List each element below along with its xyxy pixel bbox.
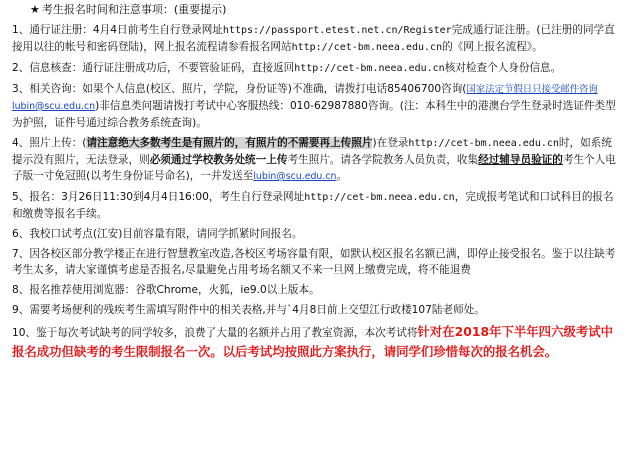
item-5-text-b: ，完成报考笔试和口试科目的报名和缴费等报名手续。 bbox=[12, 191, 614, 220]
notice-item-3 bbox=[12, 81, 620, 131]
bm-url[interactable]: http://cet-bm.neea.edu.cn bbox=[294, 63, 445, 74]
item-2-text-b: 核对检查个人身份信息。 bbox=[444, 62, 562, 74]
bm-url[interactable]: http://cet-bm.neea.edu.cn bbox=[291, 42, 443, 53]
passport-url[interactable]: https://passport.etest.net.cn/Register bbox=[222, 25, 452, 36]
item-2-text-a: 2、信息核查：通行证注册成功后，不要管验证码，直接返回 bbox=[12, 62, 295, 74]
email-link[interactable]: lubin@scu.edu.cn bbox=[12, 101, 96, 112]
item-4-text-f: 。 bbox=[336, 170, 348, 182]
notice-item-2 bbox=[12, 60, 620, 77]
notice-item-10 bbox=[12, 322, 620, 362]
email-link[interactable]: lubin@scu.edu.cn bbox=[253, 171, 337, 182]
upload-bold-note: 必须通过学校教务处统一上传 bbox=[149, 154, 288, 166]
item-1-text-a: 1、通行证注册：4月4日前考生自行登录网址 bbox=[12, 24, 223, 36]
item-5-text-a: 5、报名：3月26日11:30到4月4日16:00，考生自行登录网址 bbox=[12, 191, 305, 203]
notice-item-5 bbox=[12, 189, 620, 222]
item-4-text-d: 考生照片。请各学院教务人员负责，收集 bbox=[287, 154, 479, 166]
bm-url[interactable]: http://cet-bm.neea.edu.cn bbox=[304, 192, 455, 203]
item-4-text-c: 时，如系统提示没有照片，无法登录，则 bbox=[12, 137, 612, 166]
item-4-text-b: )在登录 bbox=[372, 137, 409, 149]
item-1-text-b: 完成通行证注册。(已注册的同学直接用以往的帐号和密码登陆)，网上报名流程请参看报名网站 bbox=[12, 24, 615, 53]
photo-highlight-note: 请注意绝大多数考生是有照片的，有照片的不需要再上传照片 bbox=[86, 137, 373, 149]
notice-item-7: 7、因各校区部分教学楼正在进行智慧教室改造,各校区考场容量有限，如默认校区报名名额已满，即停止接受报名。鉴于以往缺考考生太多，请大家谨慎考虑是否报名,尽量避免占用考场名额又不来一旦网上缴费完成，将不能退费 bbox=[12, 248, 616, 276]
star-icon: ★ bbox=[30, 3, 40, 16]
notice-item-4 bbox=[12, 135, 620, 185]
notice-item-9: 9、需要考场便利的残疾考生需填写附件中的相关表格,并与`4月8日前上交望江行政楼107陆老师处。 bbox=[12, 304, 485, 316]
notice-item-6: 6、我校口试考点(江安)目前容量有限，请同学抓紧时间报名。 bbox=[12, 228, 303, 240]
item-4-text-a: 4、照片上传：( bbox=[12, 137, 87, 149]
page-title bbox=[30, 2, 620, 18]
item-10-text-a: 10、鉴于每次考试缺考的同学较多，浪费了大量的名额并占用了教室资源，本次考试将 bbox=[12, 327, 418, 339]
item-4-text-e: 考生个人电子版一寸免冠照(以考生身份证号命名)，一并发送至 bbox=[12, 154, 616, 182]
title-text: 考生报名时间和注意事项：(重要提示) bbox=[41, 3, 227, 16]
restriction-note: 针对在2018年下半年四六级考试中报名成功但缺考的考生限制报名一次 bbox=[12, 324, 614, 359]
notice-item-8: 8、报名推荐使用浏览器：谷歌Chrome，火狐，ie9.0以上版本。 bbox=[12, 284, 320, 296]
holiday-email-link[interactable]: 国家法定节假日只接受邮件咨询 bbox=[466, 84, 598, 95]
item-3-text-a: 3、相关咨询：如果个人信息(校区、照片，学院，身份证等)不准确，请拨打电话85406700咨询( bbox=[12, 83, 467, 95]
item-10-text-b: 。以后考试均按照此方案执行，请同学们珍惜每次的报名机会。 bbox=[210, 344, 558, 359]
notice-item-1 bbox=[12, 22, 620, 56]
item-3-text-b: )非信息类问题请拨打考试中心客服热线：010-62987880咨询。(注：本科生中的港澳台学生登录时选证件类型为护照，证件号通过综合教务系统查询)。 bbox=[12, 100, 616, 129]
bm-url[interactable]: http://cet-bm.neea.edu.cn bbox=[408, 138, 559, 149]
counselor-verified-note: 经过辅导员验证的 bbox=[478, 154, 563, 166]
item-1-text-c: 的《网上报名流程》。 bbox=[442, 41, 543, 53]
